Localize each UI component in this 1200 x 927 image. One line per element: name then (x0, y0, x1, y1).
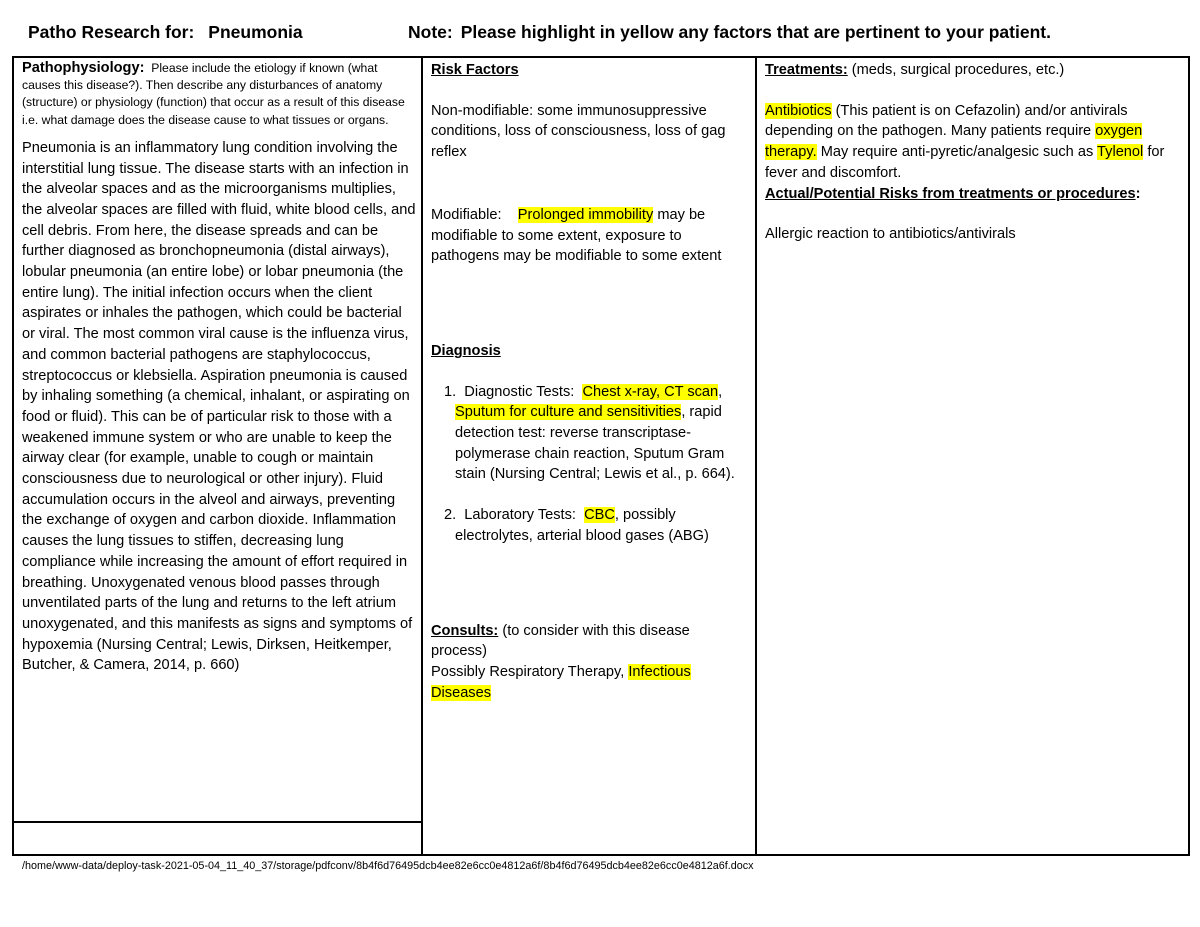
column-divider-2 (755, 56, 757, 856)
highlight-infectious-diseases: Infectious Diseases (431, 663, 691, 701)
nonmodifiable-risks: Non-modifiable: some immunosuppressive conditions, loss of consciousness, loss of gag reflex (431, 102, 726, 161)
laboratory-tests-item (431, 505, 749, 546)
column-divider-1 (421, 56, 423, 856)
page-title (28, 22, 303, 43)
patho-heading: Pathophysiology: (22, 60, 145, 76)
diagnostic-tests-label: Diagnostic Tests: (464, 383, 575, 400)
table-border-right (1188, 56, 1190, 856)
diagnostic-tests-item (431, 382, 749, 486)
treatments-body (765, 101, 1177, 184)
highlight-chest-xray: Chest x-ray, CT scan (582, 383, 719, 400)
item1-number: 1. (444, 383, 457, 400)
treatments-heading-note: (meds, surgical procedures, etc.) (847, 62, 1065, 78)
risks-heading-text: Actual/Potential Risks from treatments or procedures (765, 185, 1136, 202)
consults-intro (431, 621, 749, 662)
laboratory-tests-rest: , possibly electrolytes, arterial blood gases (ABG) (455, 507, 709, 544)
diagnostic-tests-rest: , rapid detection test: reverse transcriptase-polymerase chain reaction, Sputum Gram stain (Nursing Central; Lewis et al., p. 664). (455, 404, 735, 483)
file-path-footer: /home/www-data/deploy-task-2021-05-04_11_40_37/storage/pdfconv/8b4f6d76495dcb4ee82e6cc0e4812a6f/8b4f6d76495dcb4ee82e6cc0e4812a6f.docx (22, 860, 754, 872)
treatments-heading: Treatments: (765, 62, 848, 78)
risk-factors-heading: Risk Factors (431, 62, 519, 78)
treatments-text-1: (This patient is on Cefazolin) and/or antivirals depending on the pathogen. Many patients require (765, 102, 1128, 140)
risk-diagnosis-cell (431, 60, 749, 703)
treatments-text-3: for fever and discomfort. (765, 144, 1165, 181)
diagnosis-heading: Diagnosis (431, 342, 501, 359)
patho-instructions: Please include the etiology if known (what causes this disease?). Then describe any disturbances of anatomy (structure) or physiology (function) that occur as a result of this disease i.e. what damage does the disease cause to what tissues or organs. (22, 61, 405, 127)
pathophysiology-cell (22, 60, 416, 676)
modifiable-rest: may be modifiable to some extent, exposure to pathogens may be modifiable to some extent (431, 206, 722, 265)
highlight-sputum-culture: Sputum for culture and sensitivities (455, 404, 682, 421)
patho-body: Pneumonia is an inflammatory lung condition involving the interstitial lung tissue. The disease starts with an infection in the alveolar spaces and as the microorganisms multiplies, the alveolar spaces are filled with fluid, white blood cells, and cell debris. From here, the disease spreads and can be further diagnosed as bronchopneumonia (distal airways), lobular pneumonia (an entire lobe) or lobar pneumonia (the entire lung). The initial infection occurs when the client aspirates or inhales the pathogen, which could be bacterial or viral. The most common viral cause is the influenza virus, and common bacterial pathogens are staphylococcus, streptococcus or klebsiella. Aspiration pneumonia is caused by inhaling something (a chemical, inhalant, or aspirating on food or fluid). This can be of particular risk to those with a weakened immune system or who are unable to keep the airway clear (for example, unable to cough or maintain consciousness due to neurological or other injury). Fluid accumulation occurs in the alveol and airways, preventing the exchange of oxygen and carbon dioxide. Inflammation causes the lung tissues to stiffen, decreasing lung compliance while increasing the amount of effort required in breathing. Unoxygenated venous blood passes through unventilated parts of the lung and returns to the left atrium unoxygenated, and this manifests as signs and symptoms of hypoxemia (Nursing Central; Lewis, Dirksen, Heitkemper, Butcher, & Camera, 2014, p. 660) (22, 139, 416, 674)
consults-heading: Consults: (431, 622, 499, 639)
highlight-oxygen-therapy: oxygen therapy. (765, 123, 1143, 161)
modifiable-risks (431, 205, 749, 267)
highlight-antibiotics: Antibiotics (765, 102, 832, 119)
table-border-left (12, 56, 14, 856)
consults-list (431, 662, 749, 703)
treatment-risks-heading (765, 184, 1177, 205)
highlight-cbc: CBC (584, 507, 615, 524)
consults-note: (to consider with this disease process) (431, 622, 690, 660)
treatments-intro (765, 60, 1177, 81)
treatments-text-2: May require anti-pyretic/analgesic such as (816, 144, 1098, 161)
note-label: Note: (408, 22, 453, 42)
consults-respiratory: Possibly Respiratory Therapy, (431, 663, 629, 680)
highlight-note (408, 22, 1051, 43)
laboratory-tests-label: Laboratory Tests: (464, 507, 576, 524)
table-border-bottom (12, 854, 1190, 856)
treatment-risks-body: Allergic reaction to antibiotics/antivirals (765, 226, 1016, 243)
highlight-tylenol: Tylenol (1097, 144, 1144, 161)
treatments-cell (765, 60, 1177, 245)
note-text: Please highlight in yellow any factors that are pertinent to your patient. (460, 22, 1051, 42)
disease-name: Pneumonia (208, 22, 303, 42)
modifiable-label: Modifiable: (431, 206, 502, 223)
table-border-top (12, 56, 1190, 58)
patho-intro (22, 60, 416, 129)
item2-number: 2. (444, 507, 457, 524)
row-divider-patho (12, 821, 422, 823)
page-header (28, 22, 1188, 46)
title-label: Patho Research for: (28, 22, 195, 42)
risks-heading-colon: : (1135, 185, 1141, 202)
highlight-prolonged-immobility: Prolonged immobility (517, 206, 654, 223)
item1-separator: , (718, 383, 723, 400)
